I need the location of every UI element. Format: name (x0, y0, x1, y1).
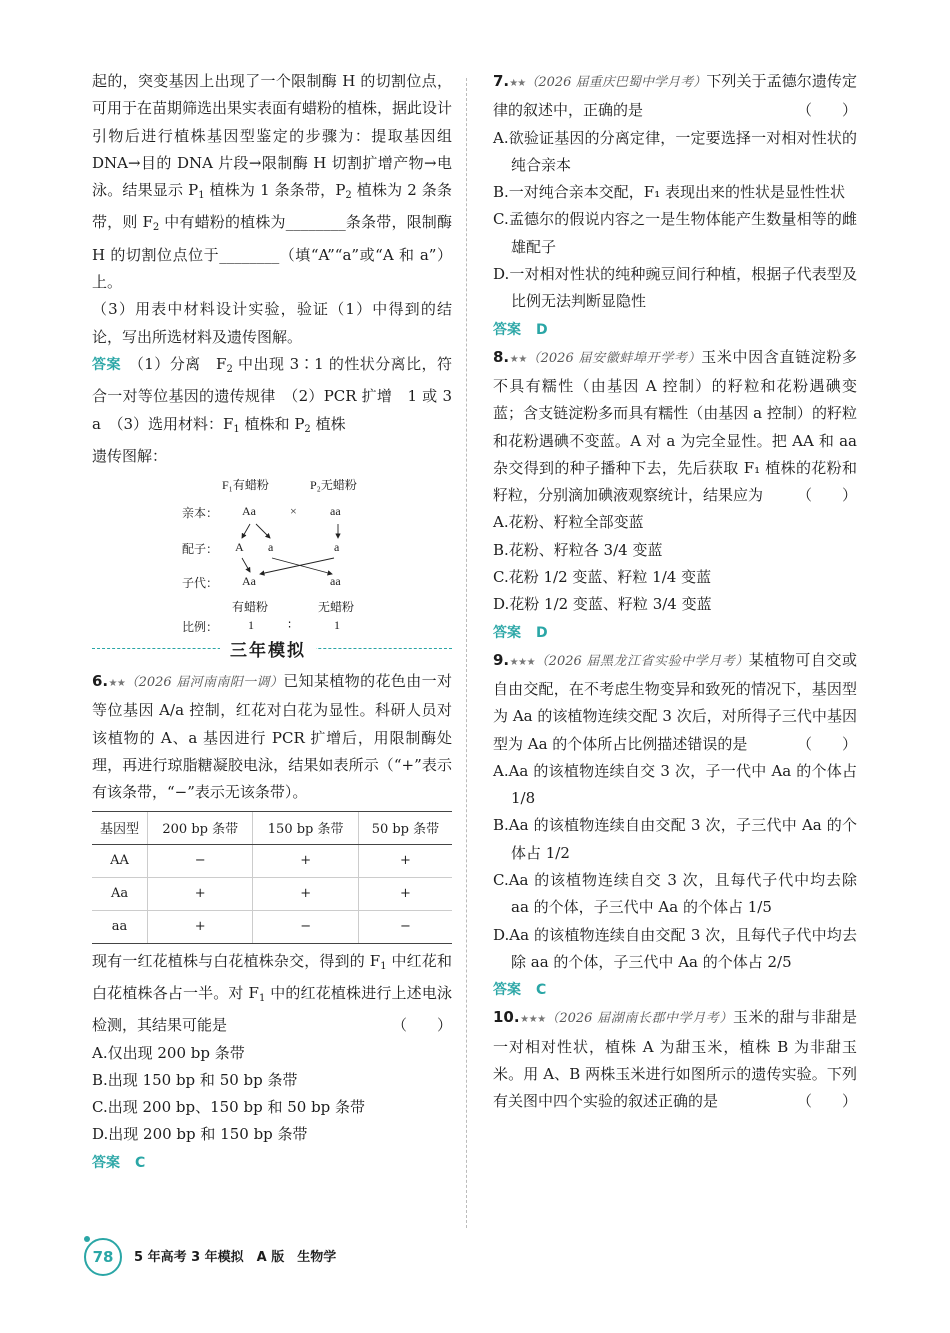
ratio-colon: ∶ (288, 618, 292, 633)
answer-line: 答案 D (493, 624, 548, 641)
continued-question-text: 起的，突变基因上出现了一个限制酶 H 的切割位点，可用于在苗期筛选出果实表面有蜡粉的植株，据此设计引物后进行植株基因型鉴定的步骤为：提取基因组 DNA→目的 DNA 片段→限制酶 H 切割扩增产物→电泳。结果显示 $P_1$ 植株为 1 条条带，$P_2$ 植株为 2 条条带，则 $F_2$ 中有蜡粉的植株为________条条带，限制酶 H 的切割位点位于________（填“A”“a”或“A 和 a”）上。 (92, 72, 453, 292)
book-title: 5 年高考 3 年模拟 A 版 生物学 (134, 1250, 337, 1265)
parent-genotype-2: aa (330, 504, 341, 519)
gamete-label: 配子： (182, 542, 219, 557)
option-a: A.欲验证基因的分离定律，一定要选择一对相对性状的纯合亲本 (493, 128, 857, 174)
difficulty-stars-icon: ★★★ (509, 656, 536, 668)
genetic-cross-diagram (92, 470, 452, 635)
question-8: 8.★★（2026 届安徽蚌埠开学考）玉米中因含直链淀粉多不具有糯性（由基因 A 控制）的籽粒和花粉遇碘变蓝；含支链淀粉多而具有糯性（由基因 a 控制）的籽粒和花粉遇碘不变蓝。A 对 a 为完全显性。把 AA 和 aa 杂交得到的种子播种下去，先后获取 F₁ 植株的花粉和籽粒，分别滴加碘液观察统计，结果应为 （ ） (493, 347, 857, 505)
option-a: A.花粉、籽粒全部变蓝 (493, 513, 644, 532)
phenotype-2: 无蜡粉 (318, 600, 355, 615)
right-column (493, 68, 857, 1115)
option-d: D.Aa 的该植物连续自由交配 3 次，且每代子代中均去除 aa 的个体，子三代中 Aa 的个体占 2/5 (493, 925, 857, 971)
ratio-1: 1 (248, 618, 254, 633)
f1-label: F₁有蜡粉 (222, 478, 269, 493)
option-a: A.仅出现 200 bp 条带 (92, 1043, 245, 1062)
table-row: aa + − − (92, 910, 452, 943)
left-column (92, 68, 468, 1177)
column-divider (466, 78, 467, 1228)
difficulty-stars-icon: ★★ (509, 353, 527, 365)
gamete-A: A (235, 540, 244, 555)
table-header-row: 基因型 200 bp 条带 150 bp 条带 50 bp 条带 (92, 811, 452, 844)
option-c: C.Aa 的该植物连续自交 3 次，且每代子代中均去除 aa 的个体，子三代中 Aa 的个体占 1/5 (493, 871, 857, 917)
answer-line: 答案 C (493, 982, 547, 999)
diagram-caption: 遗传图解： (92, 446, 168, 465)
cross-symbol: × (290, 504, 297, 519)
page-footer (84, 1236, 404, 1276)
page-number-dot-icon (84, 1236, 90, 1242)
answer-label: 答案 (92, 356, 121, 373)
parent-label: 亲本： (182, 506, 219, 521)
answer-block: 答案 （1）分离 $F_2$ 中出现 3∶1 的性状分离比，符合一对等位基因的遗传规律 （2）PCR 扩增 1 或 3 a （3）选用材料：$F_1$ 植株和 $P_2$ 植株 (92, 354, 468, 435)
difficulty-stars-icon: ★★ (108, 678, 126, 690)
gamete-a2: a (334, 540, 340, 555)
page-number: 78 (84, 1238, 122, 1276)
option-d: D.花粉 1/2 变蓝、籽粒 3/4 变蓝 (493, 595, 712, 614)
question-6-continued: 现有一红花植株与白花植株杂交，得到的 $F_1$ 中红花和白花植株各占一半。对 $F_1$ 中的红花植株进行上述电泳检测，其结果可能是 （ ） (92, 951, 452, 1035)
ratio-2: 1 (334, 618, 340, 633)
offspring-genotype-2: aa (330, 574, 341, 589)
option-c: C.孟德尔的假说内容之一是生物体能产生数量相等的雌雄配子 (493, 210, 857, 256)
option-b: B.出现 150 bp 和 50 bp 条带 (92, 1070, 298, 1089)
ratio-label: 比例： (182, 620, 219, 635)
answer-line: 答案 C (92, 1154, 146, 1171)
parent-genotype-1: Aa (242, 504, 256, 519)
table-row: AA − + + (92, 844, 452, 877)
question-6: 6.★★（2026 届河南南阳一调）已知某植物的花色由一对等位基因 A/a 控制，红花对白花为显性。科研人员对该植物的 A、a 基因进行 PCR 扩增后，用限制酶处理，再进行琼脂糖凝胶电泳，结果如表所示（“+”表示有该条带，“−”表示无该条带）。 (92, 672, 452, 802)
option-b: B.Aa 的该植物连续自由交配 3 次，子三代中 Aa 的个体占 1/2 (493, 816, 857, 862)
option-c: C.出现 200 bp、150 bp 和 50 bp 条带 (92, 1098, 366, 1117)
difficulty-stars-icon: ★★ (509, 78, 526, 89)
option-d: D.出现 200 bp 和 150 bp 条带 (92, 1125, 308, 1144)
difficulty-stars-icon: ★★★ (519, 1014, 546, 1026)
answer-line: 答案 D (493, 321, 548, 338)
option-b: B.一对纯合亲本交配，F₁ 表现出来的性状是显性性状 (493, 183, 845, 202)
section-title: 三年模拟 (220, 636, 316, 661)
question-9: 9.★★★（2026 届黑龙江省实验中学月考）某植物可自交或自由交配，在不考虑生物变异和致死的情况下，基因型为 Aa 的该植物连续交配 3 次后，对所得子三代中基因型为 Aa 的个体所占比例描述错误的是 （ ） (493, 650, 857, 753)
p2-label: P₂无蜡粉 (310, 478, 357, 493)
table-row: Aa + + + (92, 877, 452, 910)
option-a: A.Aa 的该植物连续自交 3 次，子一代中 Aa 的个体占 1/8 (493, 761, 857, 808)
option-b: B.花粉、籽粒各 3/4 变蓝 (493, 540, 663, 559)
option-c: C.花粉 1/2 变蓝、籽粒 1/4 变蓝 (493, 568, 712, 587)
question-7: 7.★★（2026 届重庆巴蜀中学月考）下列关于孟德尔遗传定律的叙述中，正确的是 （ ） (493, 72, 857, 120)
section-header (92, 634, 452, 664)
offspring-label: 子代： (182, 576, 219, 591)
electrophoresis-table (92, 811, 452, 944)
question-10: 10.★★★（2026 届湖南长郡中学月考）玉米的甜与非甜是一对相对性状，植株 A 为甜玉米，植株 B 为非甜玉米。用 A、B 两株玉米进行如图所示的遗传实验。下列有关图中四个实验的叙述正确的是 （ ） (493, 1008, 857, 1111)
gamete-a: a (268, 540, 274, 555)
option-d: D.一对相对性状的纯种豌豆间行种植，根据子代表型及比例无法判断显隐性 (493, 265, 857, 311)
offspring-genotype-1: Aa (242, 574, 256, 589)
phenotype-1: 有蜡粉 (232, 600, 269, 615)
sub-question-3: （3）用表中材料设计实验，验证（1）中得到的结论，写出所选材料及遗传图解。 (92, 300, 452, 346)
